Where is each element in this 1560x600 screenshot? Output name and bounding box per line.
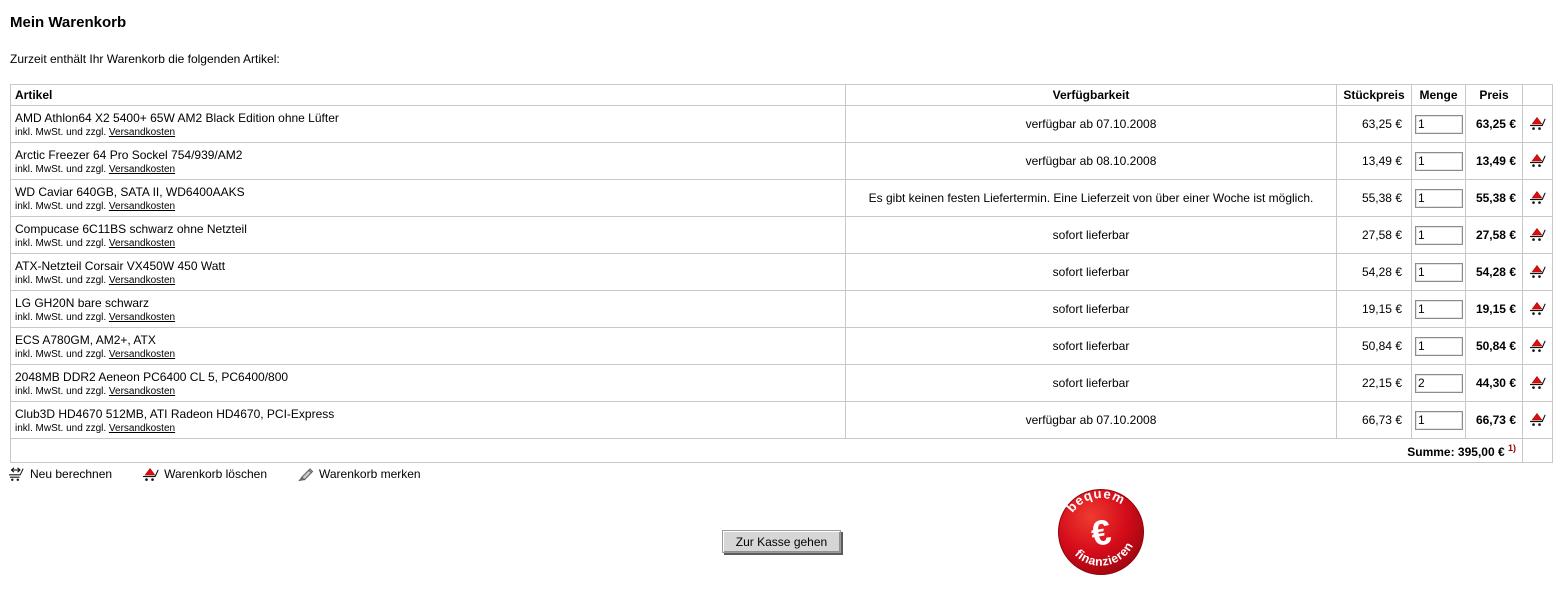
row-total-price: 50,84 € <box>1466 328 1523 365</box>
financing-badge[interactable] <box>1057 488 1145 576</box>
row-total-price: 54,28 € <box>1466 254 1523 291</box>
row-total-price: 44,30 € <box>1466 365 1523 402</box>
column-header-artikel: Artikel <box>11 85 846 106</box>
remove-from-cart-icon[interactable] <box>1529 263 1546 279</box>
quantity-input[interactable] <box>1415 263 1463 282</box>
product-link[interactable]: LG GH20N bare schwarz <box>15 295 150 310</box>
quantity-input[interactable] <box>1415 115 1463 134</box>
availability-text: verfügbar ab 07.10.2008 <box>846 106 1337 143</box>
quantity-input[interactable] <box>1415 300 1463 319</box>
vat-note: inkl. MwSt. und zzgl. Versandkosten <box>15 348 176 360</box>
availability-text: verfügbar ab 07.10.2008 <box>846 402 1337 439</box>
shipping-costs-link[interactable]: Versandkosten <box>108 385 176 397</box>
table-row <box>11 402 1553 439</box>
table-row <box>11 254 1553 291</box>
shipping-costs-link[interactable]: Versandkosten <box>108 348 176 360</box>
table-row <box>11 365 1553 402</box>
row-total-price: 66,73 € <box>1466 402 1523 439</box>
remove-from-cart-icon[interactable] <box>1529 115 1546 131</box>
vat-note: inkl. MwSt. und zzgl. Versandkosten <box>15 200 176 212</box>
unit-price: 63,25 € <box>1337 106 1412 143</box>
remove-from-cart-icon[interactable] <box>1529 152 1546 168</box>
cart-actions-bar <box>8 466 421 482</box>
delete-cart-icon <box>142 466 159 482</box>
clear-cart-label: Warenkorb löschen <box>164 467 267 481</box>
table-row <box>11 328 1553 365</box>
remove-from-cart-icon[interactable] <box>1529 337 1546 353</box>
table-row <box>11 180 1553 217</box>
pencil-icon <box>297 466 314 482</box>
product-link[interactable]: ECS A780GM, AM2+, ATX <box>15 332 156 347</box>
vat-note: inkl. MwSt. und zzgl. Versandkosten <box>15 422 176 434</box>
unit-price: 54,28 € <box>1337 254 1412 291</box>
availability-text: sofort lieferbar <box>846 217 1337 254</box>
availability-text: sofort lieferbar <box>846 365 1337 402</box>
recalculate-cart-icon <box>8 466 25 482</box>
quantity-input[interactable] <box>1415 337 1463 356</box>
unit-price: 50,84 € <box>1337 328 1412 365</box>
availability-text: sofort lieferbar <box>846 291 1337 328</box>
euro-symbol: € <box>1088 512 1114 554</box>
unit-price: 13,49 € <box>1337 143 1412 180</box>
table-row <box>11 106 1553 143</box>
vat-note: inkl. MwSt. und zzgl. Versandkosten <box>15 385 176 397</box>
remove-from-cart-icon[interactable] <box>1529 374 1546 390</box>
unit-price: 22,15 € <box>1337 365 1412 402</box>
table-row <box>11 291 1553 328</box>
shipping-costs-link[interactable]: Versandkosten <box>108 237 176 249</box>
product-link[interactable]: Club3D HD4670 512MB, ATI Radeon HD4670, PCI-Express <box>15 406 335 421</box>
cart-total <box>11 439 1523 463</box>
shipping-costs-link[interactable]: Versandkosten <box>108 200 176 212</box>
footnote-marker: 1) <box>1507 442 1516 453</box>
table-row <box>11 217 1553 254</box>
row-total-price: 13,49 € <box>1466 143 1523 180</box>
table-header-row <box>11 85 1553 106</box>
badge-top-text: bequem <box>1063 488 1129 516</box>
page-title: Mein Warenkorb <box>10 14 127 31</box>
remove-from-cart-icon[interactable] <box>1529 300 1546 316</box>
product-link[interactable]: Compucase 6C11BS schwarz ohne Netzteil <box>15 221 247 236</box>
unit-price: 19,15 € <box>1337 291 1412 328</box>
row-total-price: 27,58 € <box>1466 217 1523 254</box>
row-total-price: 55,38 € <box>1466 180 1523 217</box>
product-link[interactable]: ATX-Netzteil Corsair VX450W 450 Watt <box>15 258 226 273</box>
availability-text: Es gibt keinen festen Liefertermin. Eine Lieferzeit von über einer Woche ist möglich. <box>846 180 1337 217</box>
vat-note: inkl. MwSt. und zzgl. Versandkosten <box>15 237 176 249</box>
row-total-price: 63,25 € <box>1466 106 1523 143</box>
clear-cart-link[interactable] <box>142 466 267 482</box>
availability-text: verfügbar ab 08.10.2008 <box>846 143 1337 180</box>
availability-text: sofort lieferbar <box>846 328 1337 365</box>
summary-row <box>11 439 1553 463</box>
checkout-button[interactable]: Zur Kasse gehen <box>722 530 841 553</box>
badge-bottom-text: finanzieren <box>1072 539 1137 569</box>
save-cart-link[interactable] <box>297 466 421 482</box>
vat-note: inkl. MwSt. und zzgl. Versandkosten <box>15 274 176 286</box>
shipping-costs-link[interactable]: Versandkosten <box>108 126 176 138</box>
vat-note: inkl. MwSt. und zzgl. Versandkosten <box>15 163 176 175</box>
shipping-costs-link[interactable]: Versandkosten <box>108 274 176 286</box>
column-header-preis: Preis <box>1466 85 1523 106</box>
shipping-costs-link[interactable]: Versandkosten <box>108 311 176 323</box>
shipping-costs-link[interactable]: Versandkosten <box>108 422 176 434</box>
row-total-price: 19,15 € <box>1466 291 1523 328</box>
quantity-input[interactable] <box>1415 226 1463 245</box>
unit-price: 27,58 € <box>1337 217 1412 254</box>
column-header-stueckpreis: Stückpreis <box>1337 85 1412 106</box>
cart-total-value: 395,00 € <box>1457 444 1505 459</box>
vat-note: inkl. MwSt. und zzgl. Versandkosten <box>15 126 176 138</box>
quantity-input[interactable] <box>1415 152 1463 171</box>
quantity-input[interactable] <box>1415 189 1463 208</box>
column-header-menge: Menge <box>1412 85 1466 106</box>
intro-text: Zurzeit enthält Ihr Warenkorb die folgenden Artikel: <box>10 52 280 66</box>
remove-from-cart-icon[interactable] <box>1529 411 1546 427</box>
product-link[interactable]: Arctic Freezer 64 Pro Sockel 754/939/AM2 <box>15 147 243 162</box>
summary-row-actions-cell <box>1523 439 1553 463</box>
recalculate-link[interactable] <box>8 466 112 482</box>
availability-text: sofort lieferbar <box>846 254 1337 291</box>
remove-from-cart-icon[interactable] <box>1529 189 1546 205</box>
column-header-actions <box>1523 85 1553 106</box>
table-row <box>11 143 1553 180</box>
column-header-verfuegbarkeit: Verfügbarkeit <box>846 85 1337 106</box>
recalculate-label: Neu berechnen <box>30 467 113 481</box>
quantity-input[interactable] <box>1415 374 1463 393</box>
product-link[interactable]: AMD Athlon64 X2 5400+ 65W AM2 Black Edition ohne Lüfter <box>15 110 339 125</box>
unit-price: 66,73 € <box>1337 402 1412 439</box>
remove-from-cart-icon[interactable] <box>1529 226 1546 242</box>
cart-table <box>10 84 1553 463</box>
product-link[interactable]: WD Caviar 640GB, SATA II, WD6400AAKS <box>15 184 245 199</box>
vat-note: inkl. MwSt. und zzgl. Versandkosten <box>15 311 176 323</box>
quantity-input[interactable] <box>1415 411 1463 430</box>
shipping-costs-link[interactable]: Versandkosten <box>108 163 176 175</box>
unit-price: 55,38 € <box>1337 180 1412 217</box>
save-cart-label: Warenkorb merken <box>319 467 421 481</box>
cart-total-label: Summe: <box>1407 444 1455 459</box>
product-link[interactable]: 2048MB DDR2 Aeneon PC6400 CL 5, PC6400/800 <box>15 369 289 384</box>
